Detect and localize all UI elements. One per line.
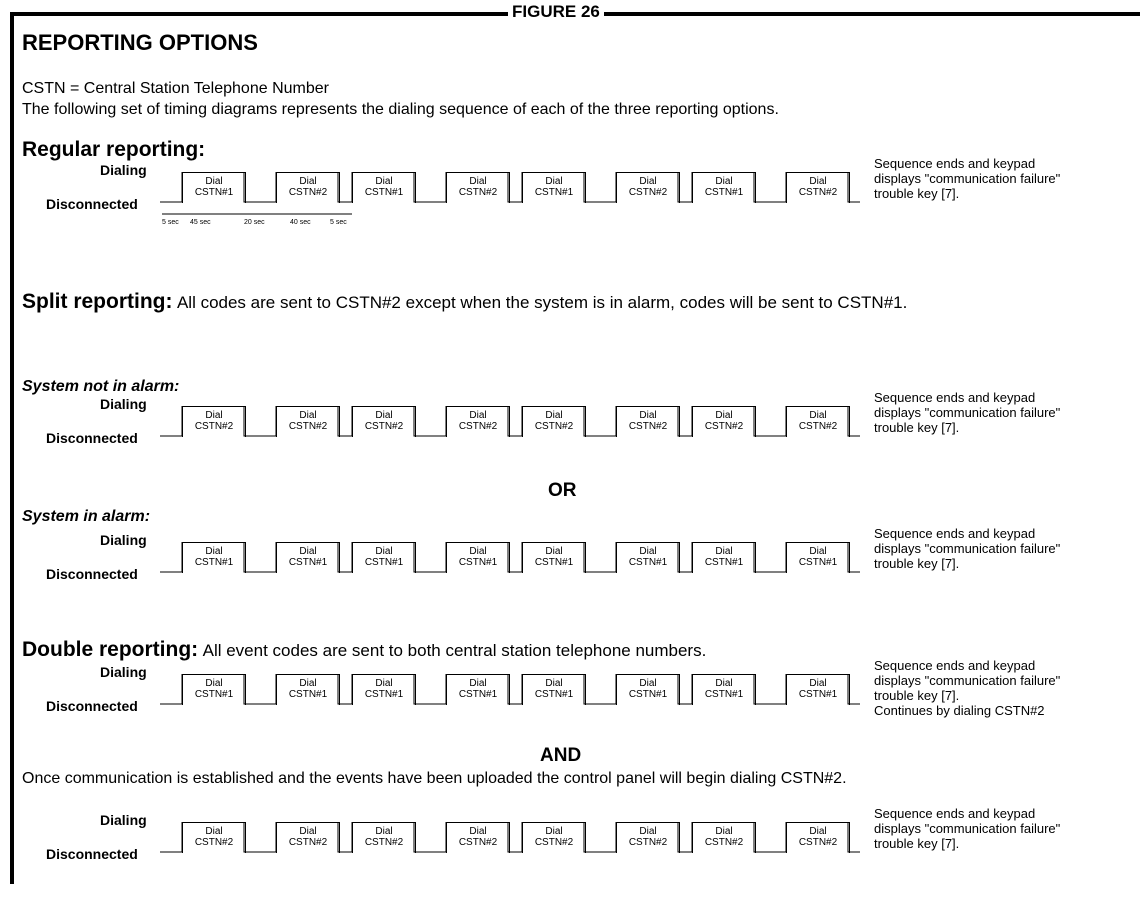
dialing-level-label: Dialing [100, 532, 147, 548]
dial-pulse-label: Dial CSTN#1 [798, 678, 838, 700]
dial-pulse-label: Dial CSTN#1 [458, 678, 498, 700]
dial-pulse [352, 822, 416, 853]
dial-pulse-label: Dial CSTN#2 [534, 410, 574, 432]
dial-pulse [786, 172, 850, 203]
regular-timing-diagram [0, 156, 1140, 252]
dial-pulse-label: Dial CSTN#1 [288, 678, 328, 700]
disconnected-level-label: Disconnected [46, 196, 138, 212]
dial-pulse-label: Dial CSTN#1 [628, 546, 668, 568]
split-reporting-description: All codes are sent to CSTN#2 except when the system is in alarm, codes will be sent to CSTN#1. [176, 293, 908, 312]
dial-pulse [446, 542, 510, 573]
dial-pulse [522, 172, 586, 203]
once-communication-text: Once communication is established and the events have been uploaded the control panel will begin dialing CSTN#2. [22, 770, 847, 787]
dial-pulse-label: Dial CSTN#2 [194, 410, 234, 432]
dial-pulse [786, 674, 850, 705]
sequence-end-note: Sequence ends and keypad displays "communication failure" trouble key [7]. [874, 806, 1061, 851]
dial-pulse-label: Dial CSTN#2 [534, 826, 574, 848]
dial-pulse [786, 822, 850, 853]
dial-pulse [446, 172, 510, 203]
dial-pulse-label: Dial CSTN#2 [628, 826, 668, 848]
disconnected-level-label: Disconnected [46, 430, 138, 446]
dial-pulse [522, 542, 586, 573]
dial-pulse [786, 406, 850, 437]
dial-pulse [446, 674, 510, 705]
timing-label: 20 sec [244, 219, 265, 226]
double-reporting-description: All event codes are sent to both central station telephone numbers. [202, 641, 707, 660]
disconnected-level-label: Disconnected [46, 846, 138, 862]
dial-pulse [276, 542, 340, 573]
disconnected-level-label: Disconnected [46, 566, 138, 582]
split-reporting-heading: Split reporting: [22, 290, 173, 313]
dial-pulse [692, 406, 756, 437]
dial-pulse [692, 172, 756, 203]
intro-line-2: The following set of timing diagrams represents the dialing sequence of each of the three reporting options. [22, 101, 779, 118]
dial-pulse-label: Dial CSTN#2 [364, 826, 404, 848]
dial-pulse-label: Dial CSTN#2 [288, 826, 328, 848]
dial-pulse [616, 822, 680, 853]
dial-pulse [182, 674, 246, 705]
dial-pulse [522, 406, 586, 437]
dialing-level-label: Dialing [100, 664, 147, 680]
dial-pulse-label: Dial CSTN#2 [194, 826, 234, 848]
dial-pulse [616, 172, 680, 203]
double-reporting-heading: Double reporting: [22, 638, 199, 661]
timing-label: 5 sec [330, 219, 347, 226]
regular-reporting-heading: Regular reporting: [22, 138, 206, 161]
dial-pulse [522, 822, 586, 853]
dial-pulse-label: Dial CSTN#1 [534, 176, 574, 198]
or-separator: OR [548, 480, 577, 501]
dial-pulse [352, 542, 416, 573]
dial-pulse-label: Dial CSTN#1 [288, 546, 328, 568]
split-alarm-timing-diagram [0, 526, 1140, 622]
dial-pulse-label: Dial CSTN#2 [628, 410, 668, 432]
dial-pulse [616, 406, 680, 437]
timing-label: 45 sec [190, 219, 211, 226]
dial-pulse-label: Dial CSTN#2 [458, 410, 498, 432]
split-reporting-line [22, 290, 907, 314]
dial-pulse [692, 542, 756, 573]
sequence-end-note: Sequence ends and keypad displays "communication failure" trouble key [7]. [874, 390, 1061, 435]
page-title: REPORTING OPTIONS [22, 30, 258, 55]
dial-pulse-label: Dial CSTN#1 [704, 546, 744, 568]
dial-pulse [446, 406, 510, 437]
dial-pulse-label: Dial CSTN#1 [194, 176, 234, 198]
dial-pulse-label: Dial CSTN#2 [704, 410, 744, 432]
dial-pulse-label: Dial CSTN#2 [364, 410, 404, 432]
dialing-level-label: Dialing [100, 812, 147, 828]
dial-pulse-label: Dial CSTN#1 [458, 546, 498, 568]
dial-pulse [352, 406, 416, 437]
dial-pulse-label: Dial CSTN#2 [798, 826, 838, 848]
dial-pulse [182, 542, 246, 573]
dial-pulse-label: Dial CSTN#1 [798, 546, 838, 568]
dial-pulse [446, 822, 510, 853]
dial-pulse [692, 822, 756, 853]
dial-pulse-label: Dial CSTN#2 [628, 176, 668, 198]
dial-pulse-label: Dial CSTN#1 [364, 546, 404, 568]
dial-pulse [182, 172, 246, 203]
dial-pulse [276, 674, 340, 705]
dial-pulse-label: Dial CSTN#2 [458, 826, 498, 848]
double-reporting-line [22, 638, 706, 662]
dial-pulse-label: Dial CSTN#1 [704, 678, 744, 700]
dial-pulse [352, 674, 416, 705]
dialing-level-label: Dialing [100, 162, 147, 178]
dial-pulse [616, 542, 680, 573]
dial-pulse [786, 542, 850, 573]
dial-pulse [182, 822, 246, 853]
double-second-timing-diagram [0, 806, 1140, 902]
dial-pulse [276, 822, 340, 853]
dial-pulse [352, 172, 416, 203]
double-first-timing-diagram [0, 658, 1140, 754]
timing-label: 40 sec [290, 219, 311, 226]
dial-pulse-label: Dial CSTN#2 [458, 176, 498, 198]
disconnected-level-label: Disconnected [46, 698, 138, 714]
dial-pulse-label: Dial CSTN#1 [704, 176, 744, 198]
dial-pulse-label: Dial CSTN#1 [194, 546, 234, 568]
timing-label: 5 sec [162, 219, 179, 226]
dial-pulse-label: Dial CSTN#1 [534, 678, 574, 700]
dial-pulse-label: Dial CSTN#2 [704, 826, 744, 848]
dial-pulse-label: Dial CSTN#1 [364, 678, 404, 700]
sequence-end-note: Sequence ends and keypad displays "communication failure" trouble key [7]. [874, 156, 1061, 201]
dial-pulse [692, 674, 756, 705]
sequence-end-note: Sequence ends and keypad displays "communication failure" trouble key [7]. Continues by dialing CSTN#2 [874, 658, 1061, 718]
dial-pulse [276, 172, 340, 203]
dial-pulse-label: Dial CSTN#1 [364, 176, 404, 198]
dialing-level-label: Dialing [100, 396, 147, 412]
dial-pulse [276, 406, 340, 437]
dial-pulse-label: Dial CSTN#2 [288, 410, 328, 432]
dial-pulse-label: Dial CSTN#2 [798, 410, 838, 432]
dial-pulse-label: Dial CSTN#1 [534, 546, 574, 568]
system-in-alarm-label: System in alarm: [22, 508, 151, 525]
dial-pulse [522, 674, 586, 705]
sequence-end-note: Sequence ends and keypad displays "communication failure" trouble key [7]. [874, 526, 1061, 571]
split-not-alarm-timing-diagram [0, 390, 1140, 486]
dial-pulse-label: Dial CSTN#2 [288, 176, 328, 198]
dial-pulse-label: Dial CSTN#1 [194, 678, 234, 700]
dial-pulse [616, 674, 680, 705]
intro-line-1: CSTN = Central Station Telephone Number [22, 80, 329, 97]
figure-label: FIGURE 26 [508, 2, 604, 22]
system-not-in-alarm-label: System not in alarm: [22, 378, 180, 395]
dial-pulse-label: Dial CSTN#1 [628, 678, 668, 700]
dial-pulse [182, 406, 246, 437]
and-separator: AND [540, 745, 582, 766]
dial-pulse-label: Dial CSTN#2 [798, 176, 838, 198]
